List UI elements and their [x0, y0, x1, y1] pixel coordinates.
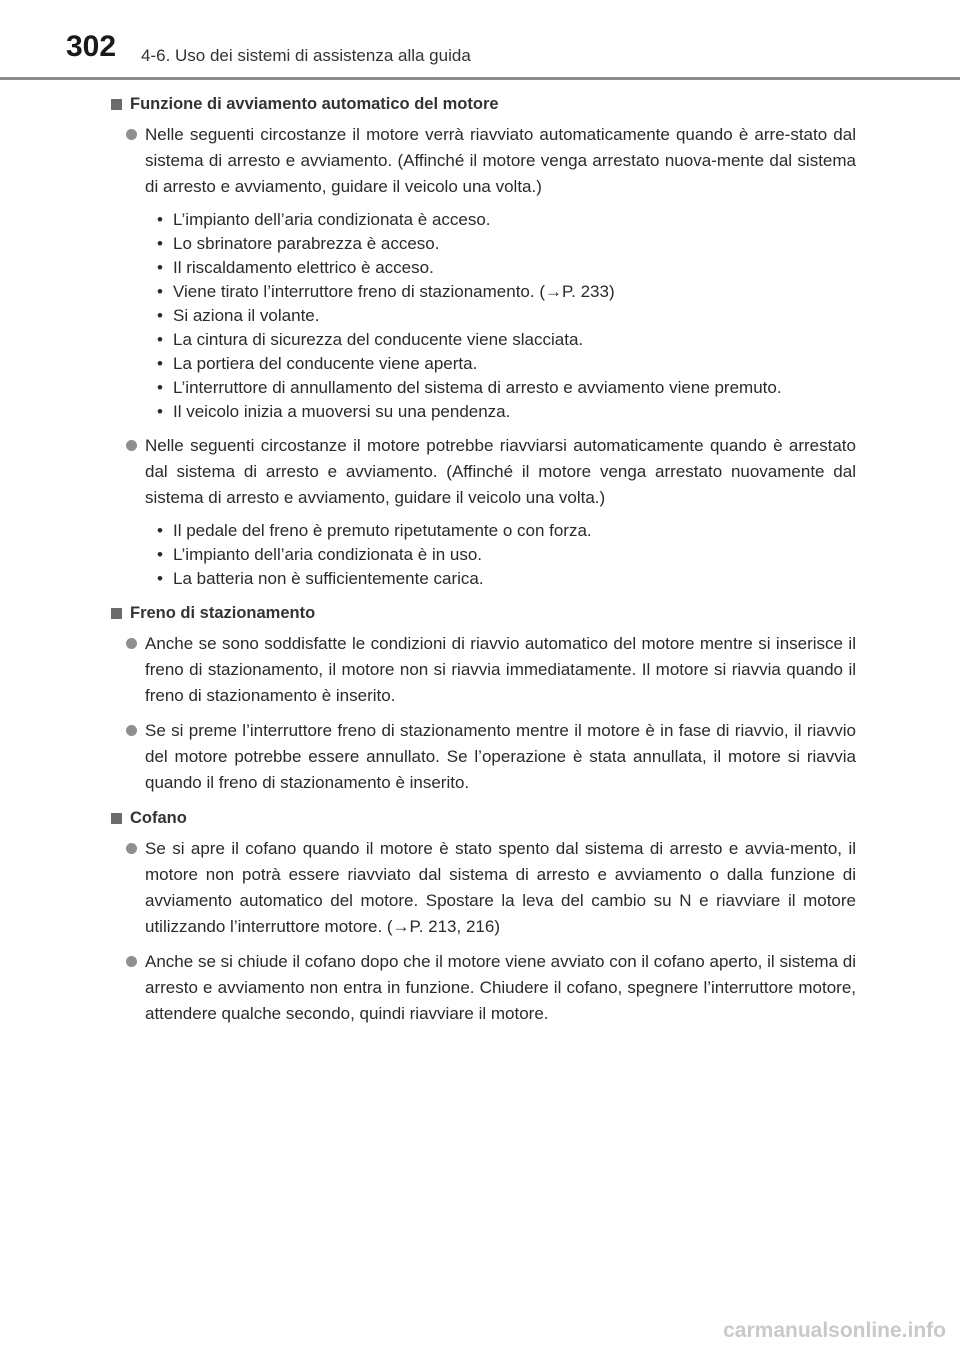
item-text: Nelle seguenti circostanze il motore potrebbe riavviarsi automaticamente quando è arrestato dal sistema di arresto e avviamento. (Affinché il motore venga arrestato nuovamente dal sistema di arresto e avviamento, guidare il veicolo una volta.): [145, 436, 856, 507]
item-text: Nelle seguenti circostanze il motore verrà riavviato automaticamente quando è arre-stato dal sistema di arresto e avviamento. (Affinché il motore venga arrestato nuova-mente dal sistema di arresto e avviamento, guidare il veicolo una volta.): [145, 125, 856, 196]
item-text: Se si preme l’interruttore freno di stazionamento mentre il motore è in fase di riavvio, il riavvio del motore potrebbe essere annullato. Se l’operazione è stata annullata, il motore si riavvia quando il freno di stazionamento è inserito.: [145, 721, 856, 792]
section-title-text: Cofano: [130, 808, 187, 827]
item-text: Anche se si chiude il cofano dopo che il motore viene avviato con il cofano aperto, il sistema di arresto e avviamento non entra in funzione. Chiudere il cofano, spegnere l’interruttore motore, attendere qualche secondo, quindi riavviare il motore.: [145, 952, 856, 1023]
sub-list-item: • Il pedale del freno è premuto ripetutamente o con forza.: [157, 519, 856, 543]
circle-bullet-icon: [126, 440, 137, 451]
item-text: Anche se sono soddisfatte le condizioni di riavvio automatico del motore mentre si inserisce il freno di stazionamento, il motore non si riavvia immediatamente. Il motore si riavvia quando il freno di stazionamento è inserito.: [145, 634, 856, 705]
sub-list-item: • Si aziona il volante.: [157, 304, 856, 328]
header-divider: [0, 77, 960, 80]
sub-list: [145, 208, 856, 424]
list-item: [108, 836, 856, 940]
sub-list: [145, 519, 856, 591]
section-title: [108, 601, 856, 625]
item-text: Se si apre il cofano quando il motore è stato spento dal sistema di arresto e avvia-mento, il motore non potrà essere riavviato dal sistema di arresto e avviamento o dalla funzione di avviamento automatico del motore. Spostare la leva del cambio su N e riavviare il motore utilizzando l’interruttore motore. (→P. 213, 216): [145, 839, 856, 936]
sub-list-item: • L’interruttore di annullamento del sistema di arresto e avviamento viene premuto.: [157, 376, 856, 400]
sub-list-item: • Il riscaldamento elettrico è acceso.: [157, 256, 856, 280]
section: [108, 92, 856, 591]
page-number: 302: [66, 30, 117, 63]
list-item: [108, 433, 856, 591]
list-item: [108, 718, 856, 796]
circle-bullet-icon: [126, 956, 137, 967]
section: [108, 806, 856, 1027]
watermark: carmanualsonline.info: [723, 1319, 946, 1342]
sub-list-item: • La batteria non è sufficientemente carica.: [157, 567, 856, 591]
section-title-text: Freno di stazionamento: [130, 603, 316, 622]
square-bullet-icon: [111, 99, 122, 110]
sub-list-item: • La portiera del conducente viene aperta.: [157, 352, 856, 376]
circle-bullet-icon: [126, 129, 137, 140]
square-bullet-icon: [111, 608, 122, 619]
list-item: [108, 122, 856, 424]
list-item: [108, 631, 856, 709]
section-title: [108, 806, 856, 830]
page-content: [108, 92, 856, 1037]
page-header: [0, 0, 960, 80]
chapter-title: 4-6. Uso dei sistemi di assistenza alla guida: [141, 46, 471, 65]
section-title-text: Funzione di avviamento automatico del motore: [130, 94, 499, 113]
sub-list-item: • La cintura di sicurezza del conducente viene slacciata.: [157, 328, 856, 352]
square-bullet-icon: [111, 813, 122, 824]
section: [108, 601, 856, 796]
sub-list-item: • Il veicolo inizia a muoversi su una pendenza.: [157, 400, 856, 424]
sub-list-item: • Viene tirato l’interruttore freno di stazionamento. (→P. 233): [157, 280, 856, 304]
sub-list-item: • L’impianto dell’aria condizionata è acceso.: [157, 208, 856, 232]
circle-bullet-icon: [126, 725, 137, 736]
sub-list-item: • L’impianto dell’aria condizionata è in uso.: [157, 543, 856, 567]
section-title: [108, 92, 856, 116]
circle-bullet-icon: [126, 843, 137, 854]
sub-list-item: • Lo sbrinatore parabrezza è acceso.: [157, 232, 856, 256]
list-item: [108, 949, 856, 1027]
circle-bullet-icon: [126, 638, 137, 649]
